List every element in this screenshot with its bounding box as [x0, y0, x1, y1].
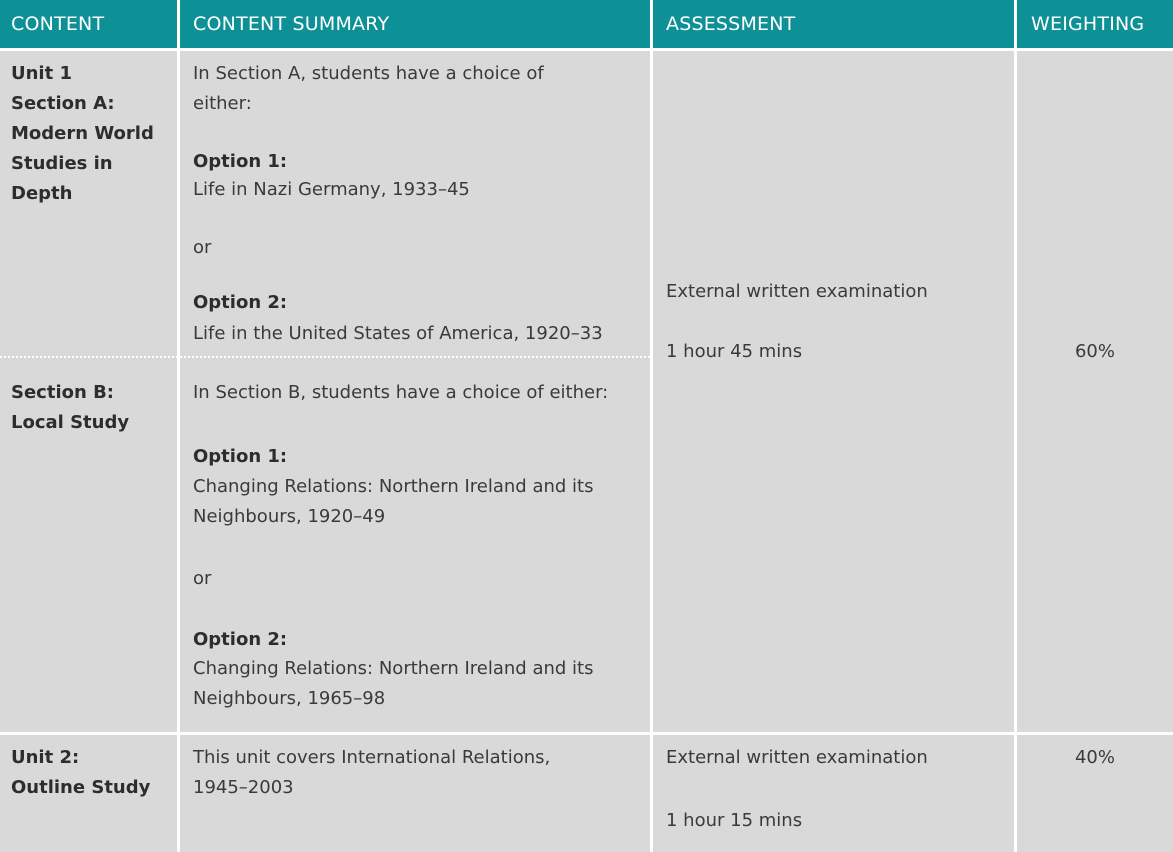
section-b-option2-text — [193, 654, 593, 714]
unit2-duration: 1 hour 15 mins — [666, 810, 803, 831]
section-b-option1-line: Changing Relations: Northern Ireland and its — [193, 476, 594, 497]
unit2-weighting: 40% — [1074, 747, 1115, 768]
header-content-summary: CONTENT SUMMARY — [180, 0, 650, 48]
unit2-summary — [193, 743, 550, 803]
section-a-or: or — [193, 237, 212, 258]
unit1-title-line: Studies in — [11, 153, 113, 174]
unit1-weighting-cell — [1017, 51, 1173, 732]
unit1-title-line: Depth — [11, 183, 73, 204]
unit1-assessment: External written examination — [666, 281, 928, 302]
unit2-weighting-cell — [1017, 735, 1173, 852]
section-b-option1-label: Option 1: — [193, 446, 288, 467]
section-b-title — [11, 378, 129, 438]
section-b-title-line: Local Study — [11, 412, 130, 433]
header-assessment: ASSESSMENT — [653, 0, 1014, 48]
section-b-title-line: Section B: — [11, 382, 114, 403]
unit2-summary-cell — [180, 735, 650, 852]
section-a-option2-text: Life in the United States of America, 1920–33 — [193, 323, 603, 344]
unit2-title — [11, 743, 150, 803]
unit1-title-line: Modern World — [11, 123, 154, 144]
unit1-weighting: 60% — [1074, 341, 1115, 362]
section-a-option1-label: Option 1: — [193, 151, 288, 172]
section-a-intro-line: In Section A, students have a choice of — [193, 63, 544, 84]
section-divider — [0, 356, 650, 358]
section-b-option2-label: Option 2: — [193, 629, 288, 650]
unit2-summary-line: This unit covers International Relations, — [193, 747, 551, 768]
section-b-option1-text — [193, 472, 593, 532]
unit2-title-line: Unit 2: — [11, 747, 80, 768]
unit2-summary-line: 1945–2003 — [193, 777, 294, 798]
unit2-assessment-cell — [653, 735, 1014, 852]
section-b-option1-line: Neighbours, 1920–49 — [193, 506, 386, 527]
unit1-duration: 1 hour 45 mins — [666, 341, 803, 362]
section-a-option2-label: Option 2: — [193, 292, 288, 313]
section-b-intro: In Section B, students have a choice of either: — [193, 382, 609, 403]
section-a-intro — [193, 59, 544, 119]
section-b-option2-line: Neighbours, 1965–98 — [193, 688, 386, 709]
unit1-title-line: Section A: — [11, 93, 115, 114]
unit2-content-cell — [0, 735, 177, 852]
unit1-title — [11, 59, 154, 209]
section-b-or: or — [193, 568, 212, 589]
section-b-option2-line: Changing Relations: Northern Ireland and its — [193, 658, 594, 679]
unit2-assessment: External written examination — [666, 747, 928, 768]
section-a-option1-text: Life in Nazi Germany, 1933–45 — [193, 179, 470, 200]
section-a-intro-line: either: — [193, 93, 252, 114]
header-content: CONTENT — [0, 0, 177, 48]
unit1-assessment-cell — [653, 51, 1014, 732]
unit1-content-cell — [0, 51, 177, 732]
unit1-summary-cell — [180, 51, 650, 732]
header-weighting: WEIGHTING — [1017, 0, 1173, 48]
unit1-title-line: Unit 1 — [11, 63, 72, 84]
unit2-title-line: Outline Study — [11, 777, 151, 798]
